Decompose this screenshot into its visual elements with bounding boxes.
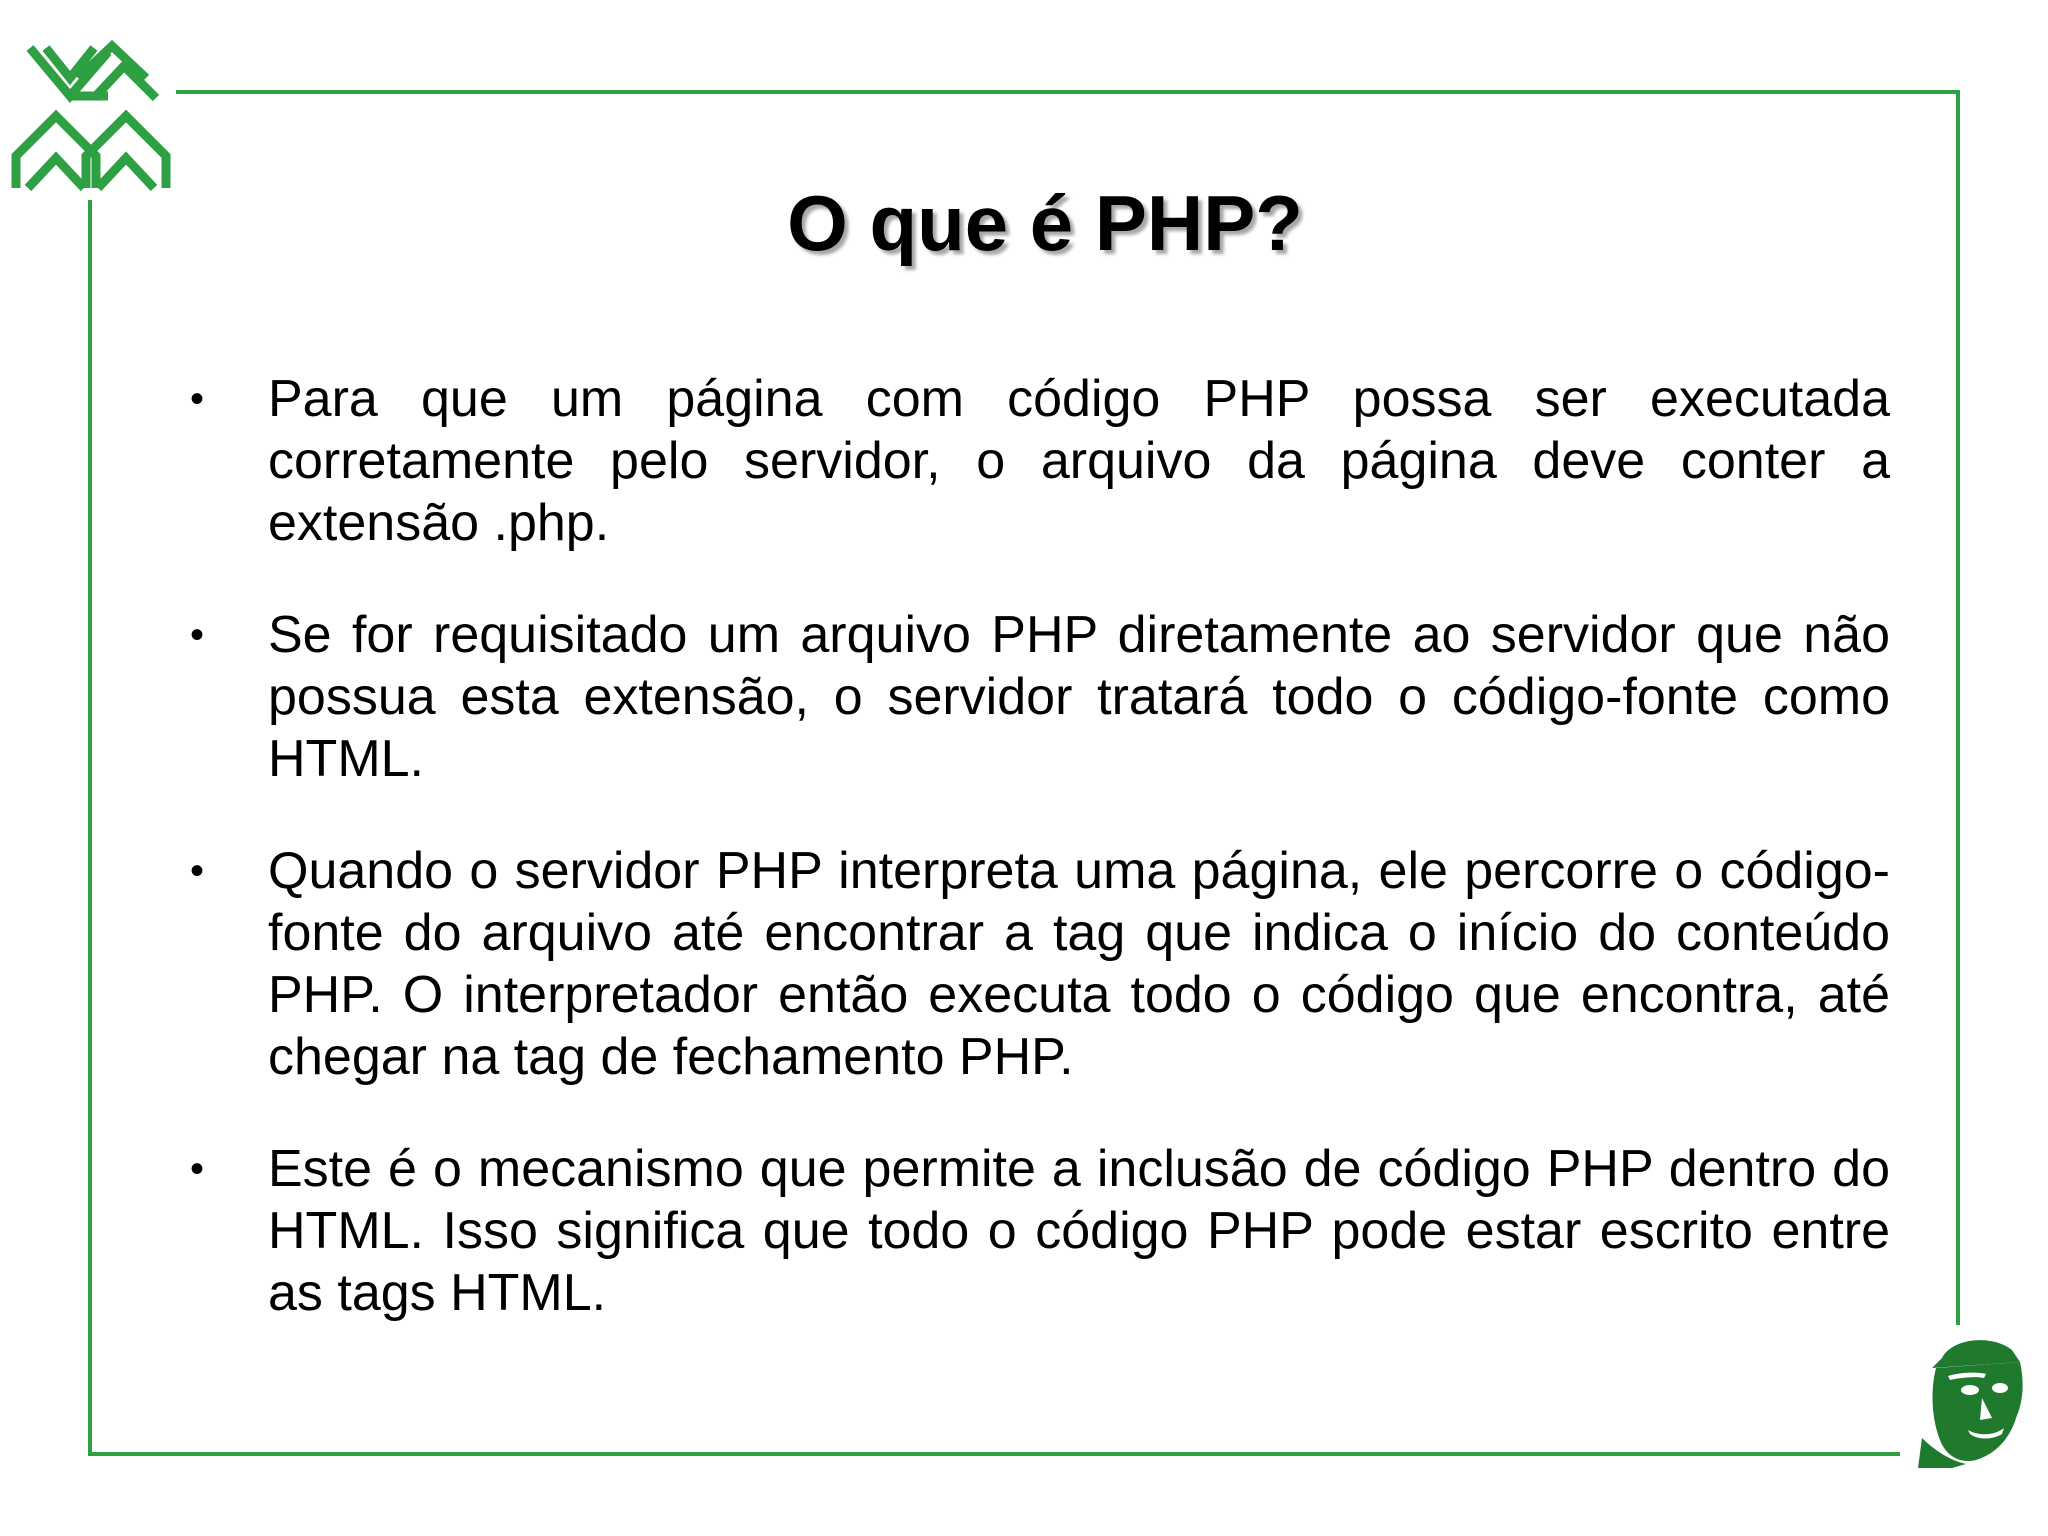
bullet-list: [190, 368, 1890, 1374]
bullet-text: Para que um página com código PHP possa ser executada corretamente pelo servidor, o arquivo da página deve conter a extensão .php.: [268, 370, 1890, 552]
bullet-item: [190, 604, 1890, 790]
bullet-item: [190, 1138, 1890, 1324]
bullet-dot: •: [190, 613, 205, 657]
bullet-dot: •: [190, 377, 205, 421]
bullet-text: Quando o servidor PHP interpreta uma página, ele percorre o código-fonte do arquivo até encontrar a tag que indica o início do conteúdo PHP. O interpretador então executa todo o código que encontra, até chegar na tag de fechamento PHP.: [268, 842, 1890, 1086]
slide-title: O que é PHP?: [787, 179, 1303, 267]
bullet-text: Este é o mecanismo que permite a inclusão de código PHP dentro do HTML. Isso significa que todo o código PHP pode estar escrito entre as tags HTML.: [268, 1140, 1890, 1322]
bullet-item: [190, 840, 1890, 1088]
bullet-text: Se for requisitado um arquivo PHP diretamente ao servidor que não possua esta extensão, o servidor tratará todo o código-fonte como HTML.: [268, 606, 1890, 788]
university-logo-icon: [8, 38, 174, 198]
portrait-emblem-icon: [1912, 1328, 2032, 1468]
bullet-dot: •: [190, 849, 205, 893]
bullet-item: [190, 368, 1890, 554]
bullet-dot: •: [190, 1147, 205, 1191]
